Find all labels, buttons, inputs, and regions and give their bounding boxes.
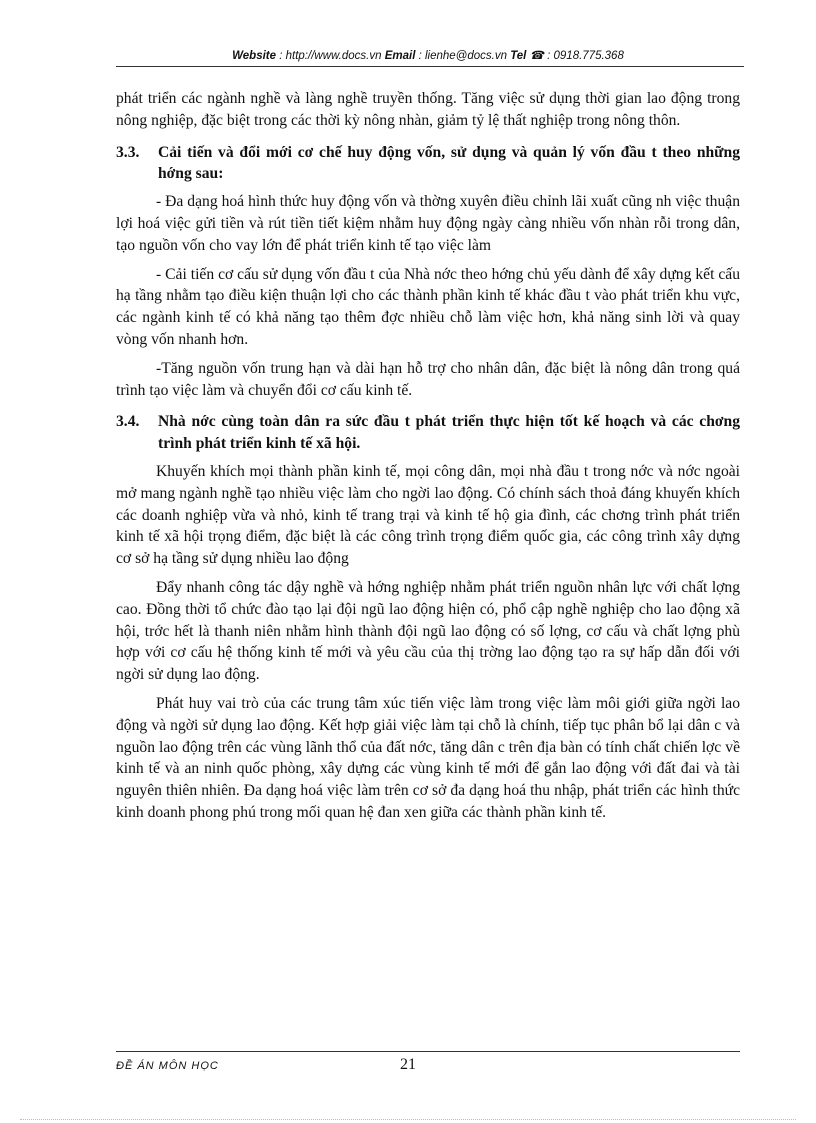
website-label: Website [232,50,277,62]
website-value: : http://www.docs.vn [279,50,382,62]
paragraph: - Cải tiến cơ cấu sử dụng vốn đầu t của Nhà nớc theo hớng chủ yếu dành để xây dựng kết cấu hạ tầng nhằm tạo điều kiện thuận lợi cho các thành phần kinh tế khác đầu t vào phát triển khu vực, các ngành kinh tế có khả năng tạo thêm đợc nhiều chỗ làm việc hơn, khả năng sinh lời và quay vòng vốn nhanh hơn. [116,265,740,348]
tel-value: ☎ : 0918.775.368 [529,50,624,62]
page-number: 21 [400,1056,416,1073]
section-heading-3-3 [116,142,740,186]
section-number: 3.3. [116,143,140,161]
paragraph: -Tăng nguồn vốn trung hạn và dài hạn hỗ trợ cho nhân dân, đặc biệt là nông dân trong quá trình tạo việc làm và chuyển đổi cơ cấu kinh tế. [116,359,740,399]
section-title: Nhà nớc cùng toàn dân ra sức đầu t phát triển thực hiện tốt kế hoạch và các chơng trình phát triển kinh tế xã hội. [158,413,740,453]
email-label: Email [384,50,416,62]
email-value: : lienhe@docs.vn [418,50,507,62]
tel-label: Tel [510,50,527,62]
paragraph: - Đa dạng hoá hình thức huy động vốn và thờng xuyên điều chỉnh lãi xuất cũng nh việc thuận lợi hoá việc gửi tiền và rút tiền tiết kiệm nhằm huy động ngày càng nhiều vốn nhàn rỗi trong dân, tạo nguồn vốn cho vay lớn để phát triển kinh tế tạo việc làm [116,193,740,254]
paragraph: phát triển các ngành nghề và làng nghề truyền thống. Tăng việc sử dụng thời gian lao động trong nông nghiệp, đặc biệt trong các thời kỳ nông nhàn, giảm tỷ lệ thất nghiệp trong nông thôn. [116,90,740,129]
header-divider [116,66,744,67]
section-title: Cải tiến và đổi mới cơ chế huy động vốn, sử dụng và quản lý vốn đầu t theo những hớng sau: [158,143,740,183]
footer-title: ĐỀ ÁN MÔN HỌC [116,1060,219,1072]
document-body [116,88,740,831]
page-header [116,48,740,62]
footer-divider [116,1051,740,1052]
paragraph: Phát huy vai trò của các trung tâm xúc tiến việc làm trong việc làm môi giới giữa ngời lao động và ngời sử dụng lao động. Kết hợp giải việc làm tại chỗ là chính, tiếp tục phân bổ lại dân c và nguồn lao động trên các vùng lãnh thổ của đất nớc, tăng dân c trên địa bàn có tính chất chiến lợc về kinh tế và an ninh quốc phòng, xây dựng các vùng kinh tế mới để gắn lao động với đất đai và tài nguyên thiên nhiên. Đa dạng hoá việc làm trên cơ sở đa dạng hoá thu nhập, phát triển các hình thức kinh doanh phong phú trong mối quan hệ đan xen giữa các thành phần kinh tế. [116,694,740,821]
section-number: 3.4. [116,413,140,431]
page-edge-divider [20,1119,796,1120]
paragraph: Đẩy nhanh công tác dậy nghề và hớng nghiệp nhằm phát triển nguồn nhân lực với chất lợng cao. Đồng thời tổ chức đào tạo lại đội ngũ lao động hiện có, phổ cập nghề nghiệp cho lao động xã hội, trớc hết là thanh niên nhằm hình thành đội ngũ lao động có số lợng, cơ cấu và chất lợng phù hợp với cơ cấu hệ thống kinh tế mới và yêu cầu của thị trờng lao động tạo ra sự hấp dẫn đối với ngời sử dụng lao động. [116,578,740,684]
paragraph: Khuyến khích mọi thành phần kinh tế, mọi công dân, mọi nhà đầu t trong nớc và nớc ngoài mở mang ngành nghề tạo nhiều việc làm cho ngời lao động. Có chính sách thoả đáng khuyến khích các doanh nghiệp vừa và nhỏ, kinh tế trang trại và kinh tế hộ gia đình, các chơng trình phát triển kinh tế xã hội trọng điểm, đặc biệt là các công trình trọng điểm quốc gia, các công trình xây dựng cơ sở hạ tầng sử dụng nhiều lao động [116,462,740,568]
section-heading-3-4 [116,411,740,455]
